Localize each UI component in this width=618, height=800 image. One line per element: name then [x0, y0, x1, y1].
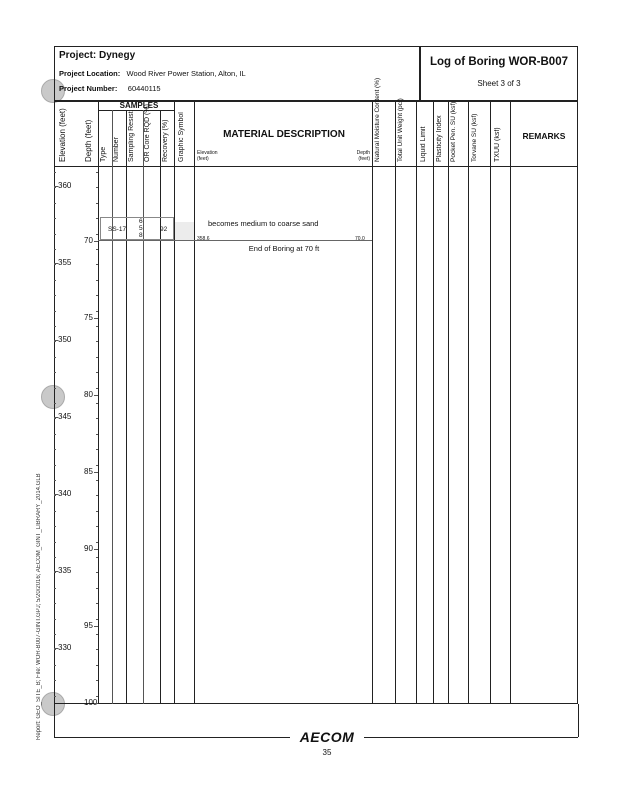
pocket-pen-column-header: Pocket Pen. SU (ksf)	[450, 101, 457, 162]
minor-tick	[96, 465, 98, 466]
depth-tick-label: 70	[84, 236, 93, 245]
sample-recovery: 92	[160, 226, 168, 233]
end-depth: 70.0	[355, 236, 365, 242]
minor-tick	[54, 372, 56, 373]
minor-tick	[54, 557, 56, 558]
project-number-label: Project Number:	[59, 84, 118, 93]
location-value: Wood River Power Station, Alton, IL	[126, 69, 246, 78]
minor-tick	[96, 264, 98, 265]
txuu-column-header: TXUU (ksf)	[494, 127, 501, 162]
recovery-column-header: Recovery (%)	[162, 119, 169, 162]
minor-tick	[96, 434, 98, 435]
depth-tick-label: 90	[84, 544, 93, 553]
minor-tick	[96, 341, 98, 342]
minor-tick	[54, 249, 56, 250]
depth-tick	[94, 472, 98, 473]
minor-tick	[96, 526, 98, 527]
minor-tick	[96, 372, 98, 373]
minor-tick	[54, 311, 56, 312]
depth-column-header: Depth (feet)	[84, 119, 93, 162]
sample-blow-3: 8	[139, 232, 143, 239]
page-number: 35	[322, 748, 332, 757]
minor-tick	[96, 649, 98, 650]
minor-tick	[96, 619, 98, 620]
material-depth-subheader: Depth (feet)	[356, 150, 370, 162]
minor-tick	[54, 449, 56, 450]
minor-tick	[96, 696, 98, 697]
minor-tick	[54, 511, 56, 512]
aecom-logo: AECOM	[299, 729, 355, 745]
minor-tick	[96, 449, 98, 450]
minor-tick	[96, 249, 98, 250]
end-of-boring-text: End of Boring at 70 ft	[248, 244, 320, 253]
minor-tick	[96, 295, 98, 296]
minor-tick	[96, 403, 98, 404]
minor-tick	[54, 619, 56, 620]
minor-tick	[54, 418, 56, 419]
elevation-tick-label: 345	[58, 412, 72, 421]
minor-tick	[96, 665, 98, 666]
minor-tick	[96, 572, 98, 573]
project-name: Dynegy	[99, 50, 136, 61]
elevation-tick-label: 335	[58, 566, 72, 575]
elevation-column-header: Elevation (feet)	[58, 108, 67, 162]
torvane-column-header: Torvane SU (ksf)	[471, 113, 478, 162]
minor-tick	[54, 542, 56, 543]
minor-tick	[96, 218, 98, 219]
minor-tick	[54, 696, 56, 697]
minor-tick	[54, 403, 56, 404]
minor-tick	[96, 311, 98, 312]
depth-tick-label: 95	[84, 621, 93, 630]
depth-tick	[94, 241, 98, 242]
remarks-header: REMARKS	[522, 131, 566, 141]
minor-tick	[96, 280, 98, 281]
elevation-tick-label: 350	[58, 335, 72, 344]
number-column-header: Number	[113, 137, 120, 162]
minor-tick	[54, 280, 56, 281]
minor-tick	[54, 495, 56, 496]
sampling-resist-column-header: Sampling Resist.	[128, 109, 135, 162]
minor-tick	[54, 295, 56, 296]
minor-tick	[54, 649, 56, 650]
minor-tick	[96, 172, 98, 173]
log-title: Log of Boring WOR-B007	[430, 56, 568, 68]
header-right-box	[420, 46, 578, 101]
sample-number: SS-17	[108, 226, 127, 233]
liquid-limit-column-header: Liquid Limit	[420, 126, 427, 162]
minor-tick	[96, 542, 98, 543]
location-label: Project Location:	[59, 69, 121, 78]
minor-tick	[54, 526, 56, 527]
elevation-tick-label: 330	[58, 643, 72, 652]
sample-blow-1: 6	[139, 218, 143, 225]
elevation-tick-label: 360	[58, 181, 72, 190]
minor-tick	[96, 495, 98, 496]
unit-weight-column-header: Total Unit Weight (pcf)	[397, 98, 404, 162]
depth-tick-label: 85	[84, 467, 93, 476]
graphic-symbol-column-header: Graphic Symbol	[178, 112, 185, 162]
moisture-column-header: Natural Moisture Content (%)	[374, 77, 381, 162]
samples-header: SAMPLES	[119, 101, 159, 110]
minor-tick	[54, 388, 56, 389]
minor-tick	[54, 572, 56, 573]
end-elevation: 358.6	[197, 236, 210, 242]
depth-tick	[94, 549, 98, 550]
minor-tick	[54, 357, 56, 358]
minor-tick	[96, 634, 98, 635]
minor-tick	[96, 557, 98, 558]
footer-rule-right	[364, 737, 578, 738]
minor-tick	[96, 418, 98, 419]
minor-tick	[96, 511, 98, 512]
end-of-boring-line	[98, 240, 372, 241]
minor-tick	[96, 357, 98, 358]
minor-tick	[96, 326, 98, 327]
minor-tick	[54, 218, 56, 219]
report-side-text: Report: GEO_SITE_B; File: WOR-B007-GINT.GPJ; 5/20/2016; AECOM_GINT_LIBRARY_2014.GLB	[36, 473, 42, 740]
minor-tick	[96, 187, 98, 188]
depth-tick	[94, 703, 98, 704]
minor-tick	[54, 634, 56, 635]
minor-tick	[96, 388, 98, 389]
graphic-symbol-fill	[175, 222, 194, 241]
sample-blow-2: 5	[139, 225, 143, 232]
minor-tick	[96, 680, 98, 681]
minor-tick	[54, 665, 56, 666]
minor-tick	[54, 434, 56, 435]
type-column-header: Type	[100, 146, 107, 162]
minor-tick	[54, 187, 56, 188]
project-number-value: 60440115	[127, 84, 161, 93]
project-label: Project:	[59, 50, 97, 61]
minor-tick	[54, 264, 56, 265]
core-rqd-column-header: OR Core RQD (%)	[144, 104, 151, 162]
minor-tick	[54, 234, 56, 235]
minor-tick	[96, 603, 98, 604]
sample-box	[100, 217, 174, 240]
depth-tick	[94, 318, 98, 319]
elevation-tick-label: 355	[58, 258, 72, 267]
minor-tick	[54, 603, 56, 604]
depth-tick	[94, 626, 98, 627]
footer-rule-left	[54, 737, 290, 738]
minor-tick	[54, 341, 56, 342]
minor-tick	[54, 326, 56, 327]
minor-tick	[54, 480, 56, 481]
minor-tick	[54, 588, 56, 589]
minor-tick	[54, 465, 56, 466]
minor-tick	[96, 203, 98, 204]
minor-tick	[96, 588, 98, 589]
material-description-header: MATERIAL DESCRIPTION	[223, 129, 345, 140]
depth-tick-label: 100	[84, 698, 98, 707]
minor-tick	[54, 680, 56, 681]
minor-tick	[54, 203, 56, 204]
elevation-tick-label: 340	[58, 489, 72, 498]
sheet-number: Sheet 3 of 3	[477, 79, 521, 88]
minor-tick	[96, 480, 98, 481]
depth-tick-label: 80	[84, 390, 93, 399]
minor-tick	[96, 234, 98, 235]
plasticity-index-column-header: Plasticity Index	[436, 115, 443, 162]
depth-tick-label: 75	[84, 313, 93, 322]
sample-description: becomes medium to coarse sand	[208, 219, 319, 228]
minor-tick	[54, 172, 56, 173]
depth-tick	[94, 395, 98, 396]
material-elevation-subheader: Elevation (feet)	[197, 150, 218, 162]
header-left-box	[54, 46, 420, 101]
